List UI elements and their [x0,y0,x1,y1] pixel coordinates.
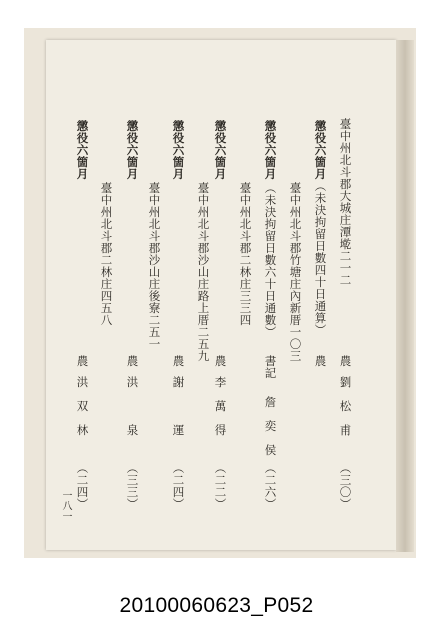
page-number: 一八一 [60,490,71,522]
address-text: 臺中州北斗郡沙山庄後寮二五一 [147,182,162,350]
address-text: 臺中州北斗郡沙山庄路上厝二五九 [196,182,211,362]
sentence-text: 懲役六箇月 [171,120,186,180]
occupation-text: 農 [313,355,328,367]
person-name: 劉 松 甫 [338,376,353,436]
detention-note: （未決拘留日數四十日通算） [313,180,328,336]
sentence-text: 懲役六箇月 [263,120,278,180]
occupation-text: 農 [338,355,353,367]
address-text: 臺中州北斗郡二林庄四五八 [99,182,114,326]
age-text: （三〇） [338,462,353,510]
sentence-text: 懲役六箇月 [125,120,140,180]
sentence-text: 懲役六箇月 [213,120,228,180]
image-caption: 20100060623_P052 [119,594,314,617]
detention-note: （未決拘留日數六十日通數） [263,182,278,338]
age-text: （二四） [75,462,90,510]
age-text: （二六） [263,462,278,510]
book-spine [396,40,414,552]
person-name: 洪 泉 [125,376,140,436]
person-name: 詹 奕 侯 [263,396,278,456]
person-name: 謝 運 [171,376,186,436]
occupation-text: 書記 [263,355,278,379]
age-text: （二二） [213,462,228,510]
person-name: 洪 双 林 [75,376,90,436]
address-text: 臺中州北斗郡二林庄三三四 [238,182,253,326]
person-name: 李 萬 得 [213,376,228,436]
age-text: （三三） [125,462,140,510]
address-text: 臺中州北斗郡大城庄潭墘二一二 [338,118,353,286]
occupation-text: 農 [125,355,140,367]
occupation-text: 農 [171,355,186,367]
sentence-text: 懲役六箇月 [75,120,90,180]
occupation-text: 農 [213,355,228,367]
occupation-text: 農 [75,355,90,367]
sentence-text: 懲役六箇月 [313,120,328,180]
address-text: 臺中州北斗郡竹塘庄內新厝一〇三 [288,182,303,362]
age-text: （二四） [171,462,186,510]
